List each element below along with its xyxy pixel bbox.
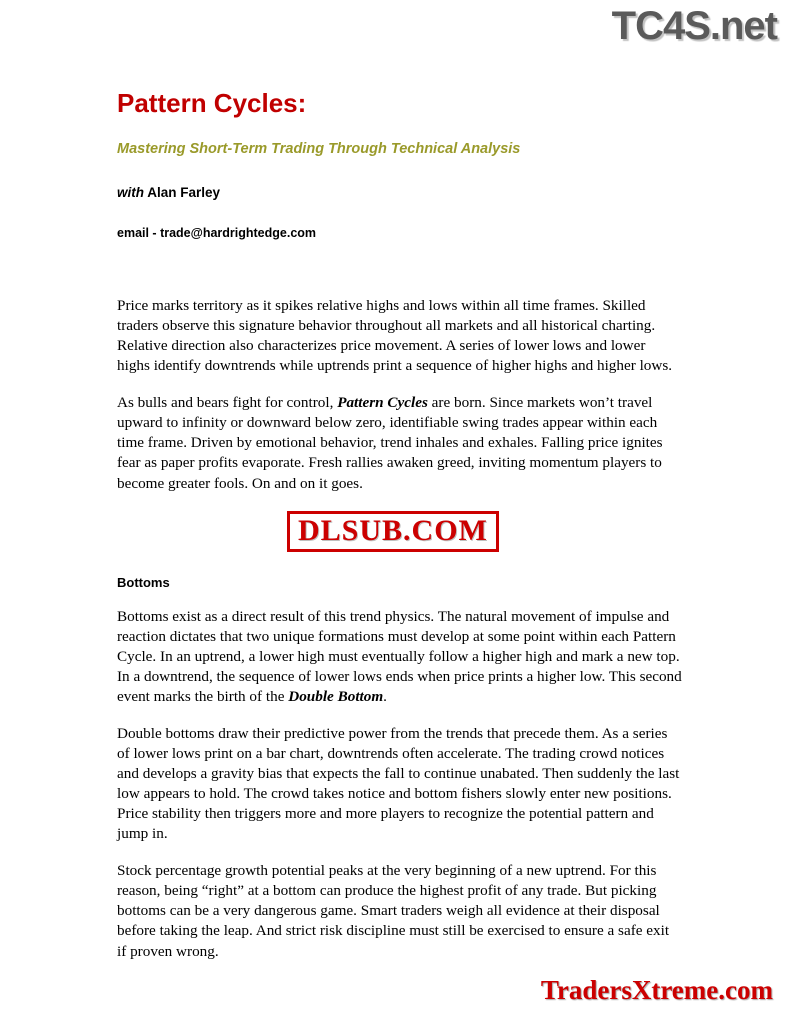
byline [117, 185, 682, 200]
document-content [117, 88, 682, 979]
page-subtitle: Mastering Short-Term Trading Through Technical Analysis [117, 141, 521, 157]
tc4s-watermark: TC4S.net [611, 4, 777, 48]
page-title: Pattern Cycles: [117, 88, 307, 118]
section-heading-bottoms: Bottoms [117, 574, 170, 590]
paragraph-1: Price marks territory as it spikes relative highs and lows within all time frames. Skilled traders observe this signature behavior throughout all markets and all historical charting. Relative direction also characterizes price movement. A series of lower lows and lower highs identify downtrends while uptrends print a sequence of higher highs and higher lows. [117, 297, 673, 375]
dlsub-watermark: DLSUB.COM [287, 511, 499, 553]
paragraph-2-emphasis: Pattern Cycles [337, 394, 428, 412]
paragraph-2-part2: are born. Since markets won’t travel upward to infinity or downward below zero, identifiable swing trades appear within each time frame. Driven by emotional behavior, trend inhales and exhales. Falling price ignites fear as paper profits evaporate. Fresh rallies awaken greed, inviting momentum players to become greater fools. On and on it goes. [117, 394, 663, 492]
paragraph-3 [117, 607, 682, 707]
byline-author: Alan Farley [147, 185, 221, 200]
paragraph-4: Double bottoms draw their predictive power from the trends that precede them. As a series of lower lows print on a bar chart, downtrends often accelerate. The trading crowd notices and develops a gravity bias that expects the fall to continue unabated. Then suddenly the last low appears to hold. The crowd takes notice and bottom fishers slowly enter new positions. Price stability then triggers more and more players to recognize the potential pattern and jump in. [117, 724, 680, 843]
author-email: email - trade@hardrightedge.com [117, 226, 317, 240]
tradersxtreme-watermark: TradersXtreme.com [540, 975, 773, 1005]
paragraph-3-part2: . [383, 687, 387, 705]
paragraph-2-part1: As bulls and bears fight for control, [117, 394, 338, 412]
paragraph-2 [117, 393, 682, 493]
paragraph-3-part1: Bottoms exist as a direct result of this trend physics. The natural movement of impulse and reaction dictates that two unique formations must develop at some point within each Pattern Cycle. In an uptrend, a lower high must eventually follow a higher high and mark a new top. In a downtrend, the sequence of lower lows ends when price prints a higher low. This second event marks the birth of the [117, 607, 682, 705]
dlsub-watermark-area [117, 511, 682, 557]
byline-prefix: with [117, 185, 144, 200]
paragraph-5: Stock percentage growth potential peaks at the very beginning of a new uptrend. For this reason, being “right” at a bottom can produce the highest profit of any trade. But picking bottoms can be a very dangerous game. Smart traders weigh all evidence at their disposal before taking the leap. And strict risk discipline must still be exercised to ensure a safe exit if proven wrong. [117, 862, 670, 960]
paragraph-3-emphasis: Double Bottom [288, 687, 384, 705]
